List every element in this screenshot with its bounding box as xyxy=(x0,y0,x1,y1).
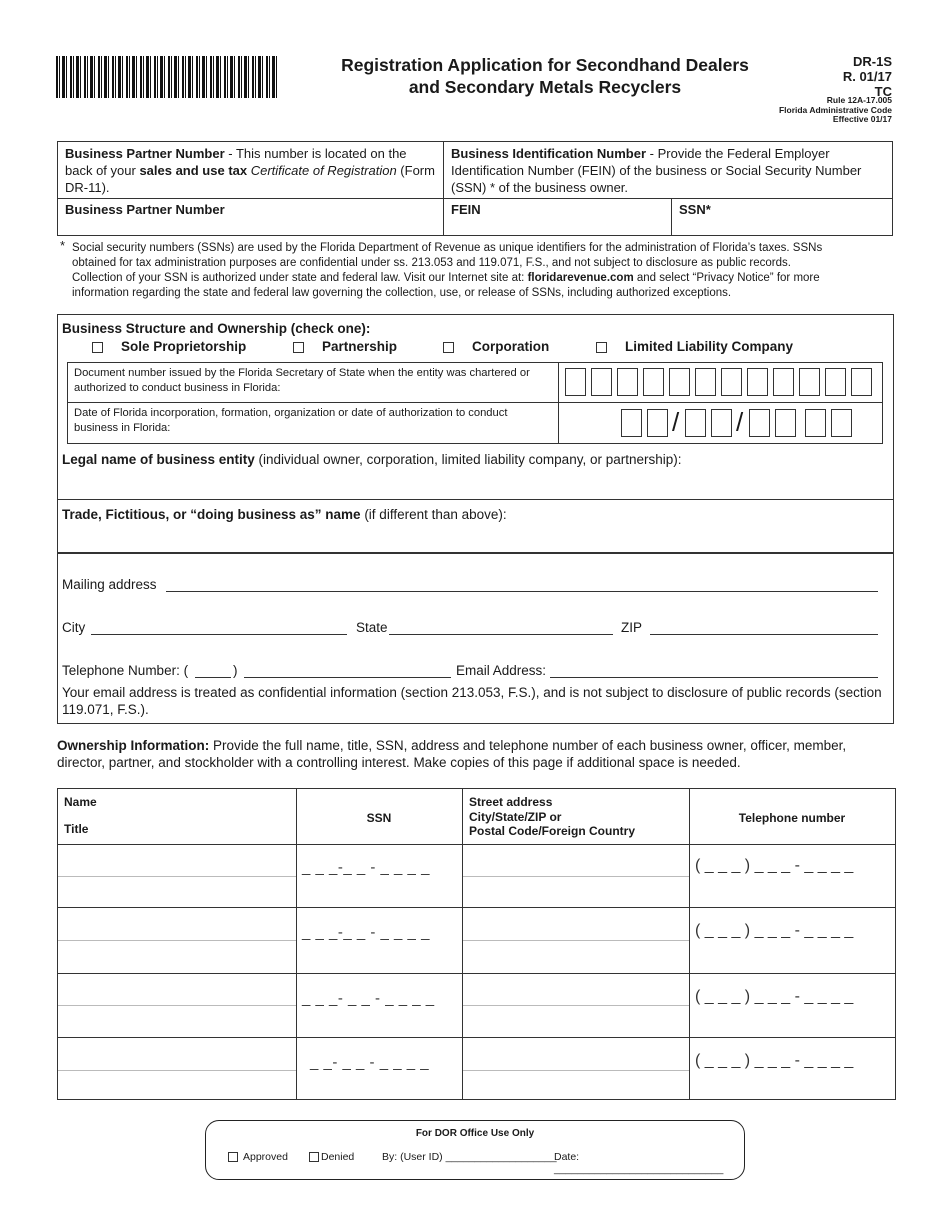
checkbox-icon[interactable] xyxy=(596,342,607,353)
doc-digit-box[interactable] xyxy=(825,368,846,396)
ownership-table xyxy=(57,788,896,1100)
dor-heading: For DOR Office Use Only xyxy=(415,1128,535,1139)
checkbox-icon[interactable] xyxy=(309,1152,319,1162)
checkbox-icon[interactable] xyxy=(293,342,304,353)
ssn-input[interactable]: _ _ _-_ _ - _ _ _ _ xyxy=(302,859,430,876)
col-address: Street address City/State/ZIP or Postal Code/Foreign Country xyxy=(469,795,636,838)
document-number-label: Document number issued by the Florida Secretary of State when the entity was chartered or authorized to conduct business in Florida: xyxy=(74,367,530,394)
date-separator: / xyxy=(672,407,680,437)
area-code-input[interactable] xyxy=(195,663,231,678)
doc-digit-box[interactable] xyxy=(773,368,794,396)
ownership-instructions: Ownership Information: Provide the full name, title, SSN, address and telephone number of each business owner, officer, member, director, partner, and stockholder with a controlling interest. Make copies of this page if additional space is needed. xyxy=(57,738,847,770)
option-corporation[interactable]: Corporation xyxy=(443,339,549,354)
email-confidential-note: Your email address is treated as confidential information (section 213.053, F.S.), and is not subject to disclosure of public records (section 119.071, F.S.). xyxy=(62,685,882,717)
state-label: State xyxy=(356,620,388,635)
doc-digit-box[interactable] xyxy=(851,368,872,396)
ssn-input[interactable]: _ _ _-_ _ - _ _ _ _ xyxy=(302,924,430,941)
email-label: Email Address: xyxy=(456,663,547,678)
doc-digit-box[interactable] xyxy=(799,368,820,396)
legal-name-label[interactable]: Legal name of business entity (individual owner, corporation, limited liability company, or partnership): xyxy=(62,452,682,467)
dor-office-use-box xyxy=(205,1120,745,1180)
formation-date-label: Date of Florida incorporation, formation, organization or date of authorization to conduct business in Florida: xyxy=(74,407,508,434)
checkbox-icon[interactable] xyxy=(92,342,103,353)
email-input[interactable] xyxy=(550,663,878,678)
ssn-input[interactable]: _ _- _ _ - _ _ _ _ xyxy=(310,1054,430,1071)
ssn-field[interactable]: SSN* xyxy=(679,202,711,217)
telephone-input[interactable]: ( _ _ _ ) _ _ _ - _ _ _ _ xyxy=(695,857,854,874)
col-title: Title xyxy=(64,822,89,836)
doc-digit-box[interactable] xyxy=(565,368,586,396)
date-digit-box[interactable] xyxy=(647,409,668,437)
date-digit-box[interactable] xyxy=(685,409,706,437)
telephone-input[interactable]: ( _ _ _ ) _ _ _ - _ _ _ _ xyxy=(695,1052,854,1069)
paren-close: ) xyxy=(233,663,238,678)
doc-digit-box[interactable] xyxy=(617,368,638,396)
option-llc[interactable]: Limited Liability Company xyxy=(596,339,793,354)
bpn-description: Business Partner Number - This number is located on the back of your sales and use tax Certificate of Registration (Form DR-11). xyxy=(58,142,444,198)
formation-date-row xyxy=(67,403,883,444)
doc-digit-box[interactable] xyxy=(643,368,664,396)
telephone-input[interactable]: ( _ _ _ ) _ _ _ - _ _ _ _ xyxy=(695,988,854,1005)
checkbox-icon[interactable] xyxy=(443,342,454,353)
checkbox-icon[interactable] xyxy=(228,1152,238,1162)
bpn-field[interactable]: Business Partner Number xyxy=(58,198,444,235)
business-structure-box xyxy=(57,314,894,724)
telephone-input[interactable] xyxy=(244,663,451,678)
telephone-label: Telephone Number: ( xyxy=(62,663,189,678)
option-sole-proprietorship[interactable]: Sole Proprietorship xyxy=(92,339,246,354)
denied-option[interactable]: Denied xyxy=(309,1151,354,1163)
form-id: DR-1S R. 01/17 TC xyxy=(842,54,892,99)
col-name: Name xyxy=(64,795,97,809)
form-title: Registration Application for Secondhand Dealers and Secondary Metals Recyclers xyxy=(341,55,749,97)
zip-input[interactable] xyxy=(650,620,878,635)
barcode xyxy=(56,56,278,98)
mailing-address-input[interactable] xyxy=(166,577,878,592)
bin-description: Business Identification Number - Provide the Federal Employer Identification Number (FEIN) of the business or Social Security Number (SSN) * of the business owner. xyxy=(451,146,862,195)
date-digit-box[interactable] xyxy=(749,409,770,437)
approved-option[interactable]: Approved xyxy=(228,1151,288,1163)
state-input[interactable] xyxy=(389,620,613,635)
date-digit-box[interactable] xyxy=(775,409,796,437)
col-ssn: SSN xyxy=(366,811,392,825)
user-id-field[interactable]: By: (User ID) ___________________ xyxy=(382,1151,557,1163)
city-input[interactable] xyxy=(91,620,347,635)
date-separator: / xyxy=(736,407,744,437)
telephone-input[interactable]: ( _ _ _ ) _ _ _ - _ _ _ _ xyxy=(695,922,854,939)
doc-digit-box[interactable] xyxy=(695,368,716,396)
date-digit-box[interactable] xyxy=(805,409,826,437)
doc-digit-box[interactable] xyxy=(721,368,742,396)
doc-digit-box[interactable] xyxy=(669,368,690,396)
trade-name-label[interactable]: Trade, Fictitious, or “doing business as” name (if different than above): xyxy=(62,507,507,522)
ssn-footnote: * Social security numbers (SSNs) are used by the Florida Department of Revenue as unique identifiers for the administration of Florida’s taxes. SSNs obtained for tax administration purposes are confidential under ss. 213.053 and 119.071, F.S., and not subject to disclosure as public records. Collection of your SSN is authorized under state and federal law. Visit our Internet site at: floridarevenue.com and select “Privacy Notice” for more information regarding the state and federal law governing the collection, use, or release of SSNs, including authorized exceptions. xyxy=(60,238,823,299)
date-field[interactable]: Date: _____________________________ xyxy=(554,1151,724,1175)
doc-digit-box[interactable] xyxy=(747,368,768,396)
mailing-address-label: Mailing address xyxy=(62,577,157,592)
doc-digit-box[interactable] xyxy=(591,368,612,396)
ssn-input[interactable]: _ _ _- _ _ - _ _ _ _ xyxy=(302,990,435,1007)
date-digit-box[interactable] xyxy=(711,409,732,437)
fein-field[interactable]: FEIN xyxy=(444,198,672,235)
date-digit-box[interactable] xyxy=(831,409,852,437)
city-label: City xyxy=(62,620,86,635)
structure-heading: Business Structure and Ownership (check one): xyxy=(62,321,371,336)
document-number-row xyxy=(67,362,883,403)
col-telephone: Telephone number xyxy=(738,811,846,825)
identification-box xyxy=(57,141,893,236)
option-partnership[interactable]: Partnership xyxy=(293,339,397,354)
zip-label: ZIP xyxy=(621,620,643,635)
rule-reference: Rule 12A-17.005 Florida Administrative Code Effective 01/17 xyxy=(778,95,892,124)
date-digit-box[interactable] xyxy=(621,409,642,437)
